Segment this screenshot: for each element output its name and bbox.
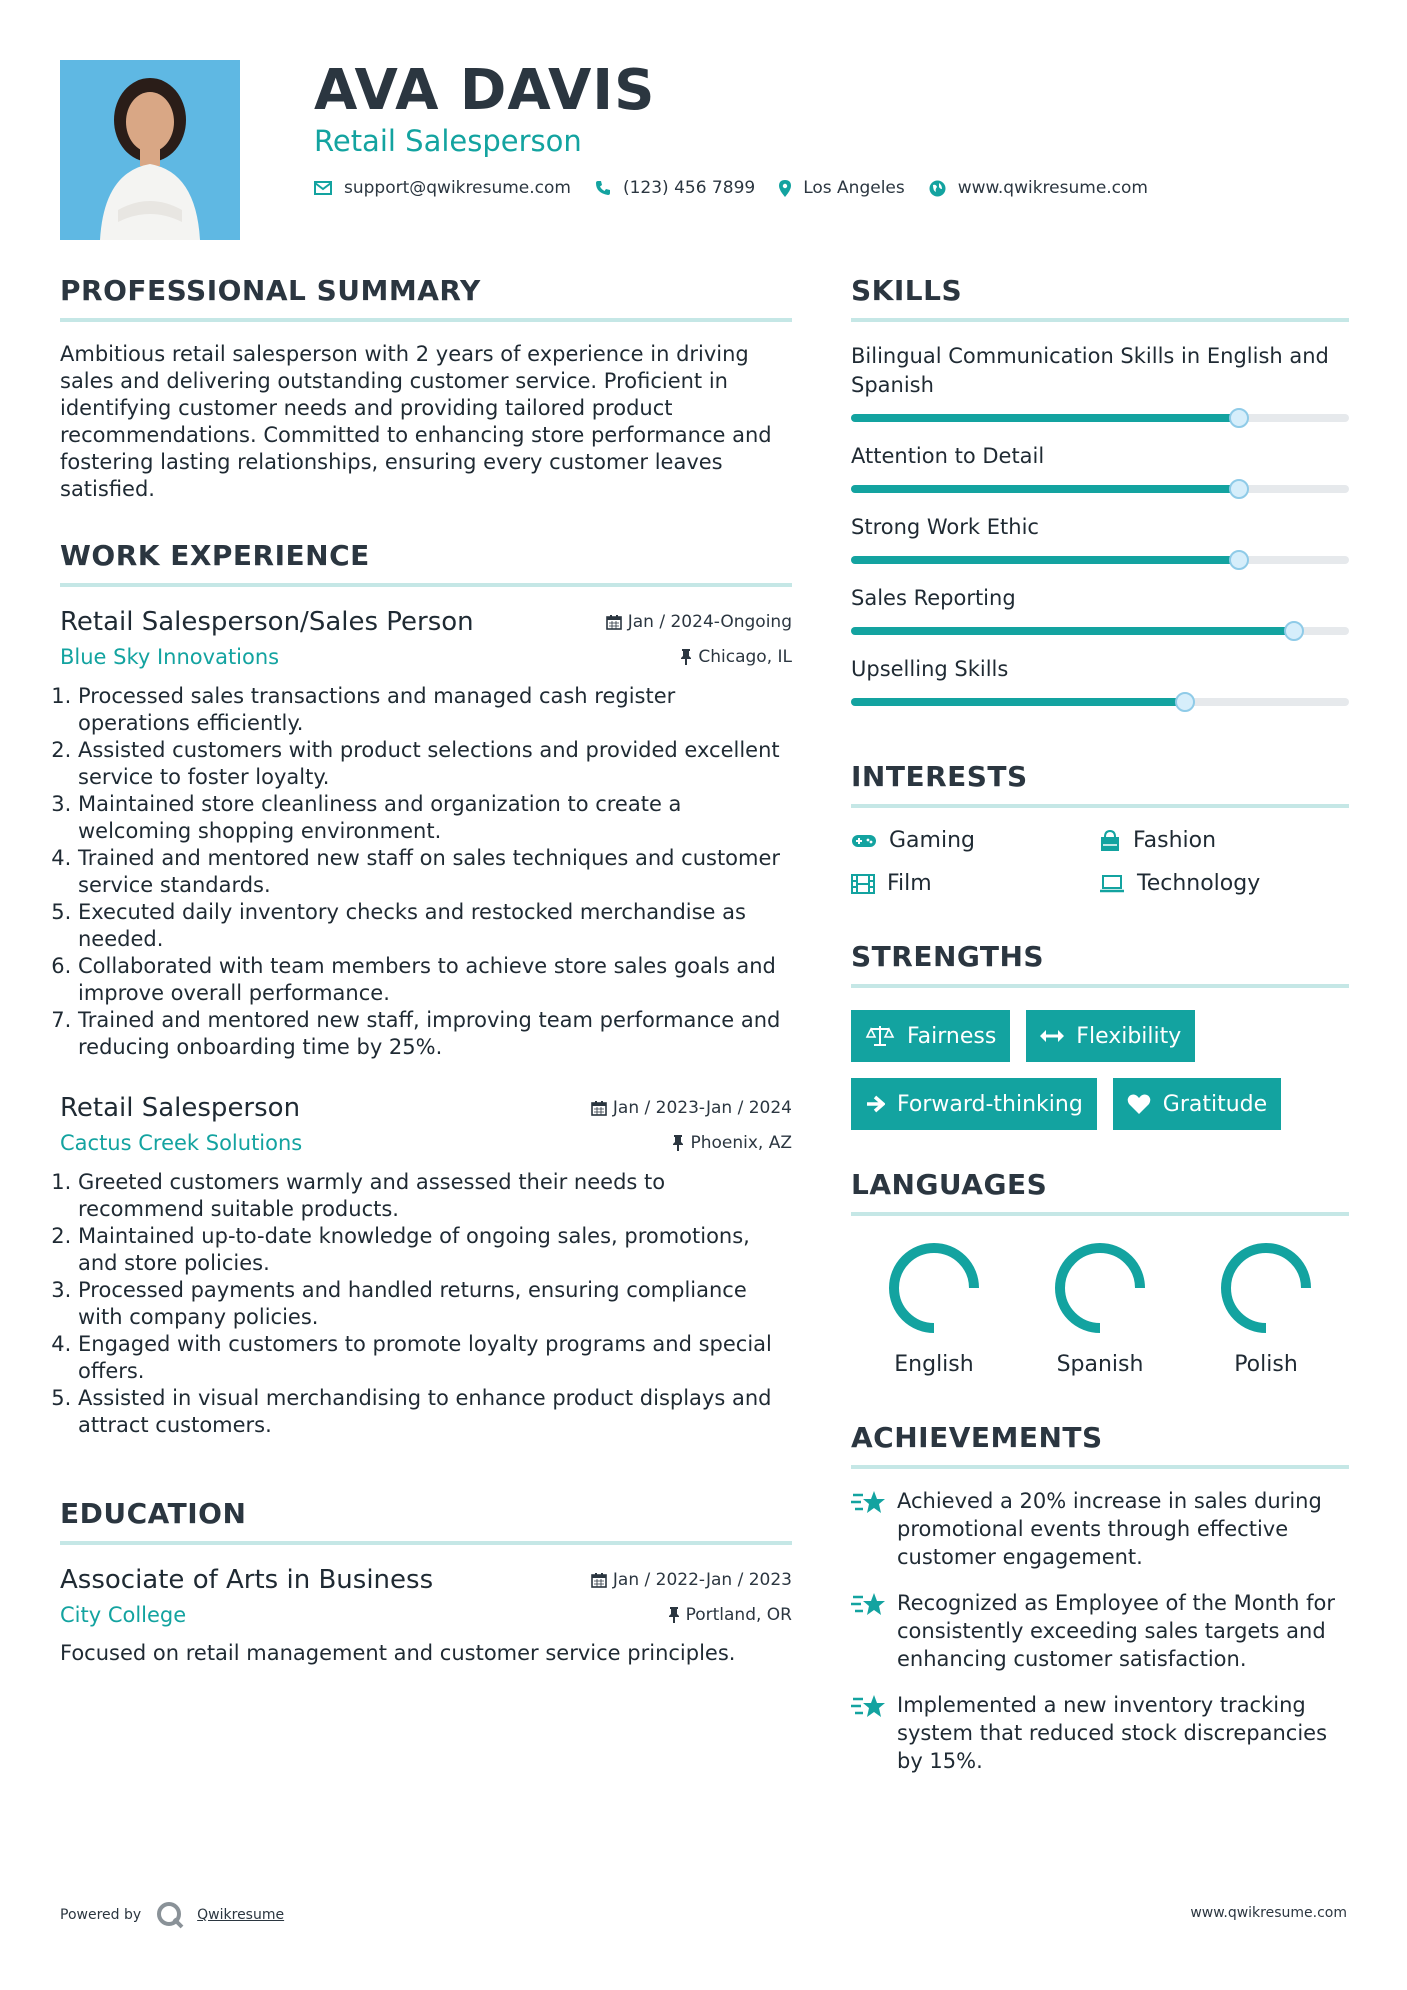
achievement-item [851, 1691, 1349, 1775]
duty-item: 5. Executed daily inventory checks and restocked merchandise as needed. [78, 899, 792, 953]
skill-fill [851, 627, 1294, 635]
achievement-text: Recognized as Employee of the Month for consistently exceeding sales targets and enhancing customer satisfaction. [897, 1591, 1335, 1671]
section-divider [851, 1212, 1349, 1216]
strength-label: Forward-thinking [897, 1091, 1083, 1117]
duty-item: 7. Trained and mentored new staff, improving team performance and reducing onboarding time by 25%. [78, 1007, 792, 1061]
language-name: Polish [1234, 1352, 1298, 1377]
job-location [672, 1133, 792, 1153]
qwikresume-logo-icon [155, 1900, 185, 1930]
strengths-section [851, 940, 1349, 1130]
education-description: Focused on retail management and customer service principles. [60, 1641, 736, 1665]
contact-email[interactable] [314, 178, 571, 198]
languages-section [851, 1168, 1349, 1377]
shooting-star-icon [851, 1489, 887, 1517]
powered-by-text: Powered by [60, 1907, 142, 1923]
duty-item: 6. Collaborated with team members to achieve store sales goals and improve overall performance. [78, 953, 792, 1007]
job-entry-1 [60, 607, 792, 1061]
skill-name: Sales Reporting [851, 586, 1016, 610]
duties-list [60, 1169, 792, 1439]
job-location [680, 647, 792, 667]
skills-section [851, 274, 1349, 706]
contact-phone[interactable] [595, 178, 755, 198]
globe-icon [929, 180, 946, 197]
skill-name: Bilingual Communication Skills in English and Spanish [851, 344, 1329, 397]
job-role: Retail Salesperson/Sales Person [60, 607, 474, 637]
degree-name: Associate of Arts in Business [60, 1565, 434, 1595]
language-name: Spanish [1056, 1352, 1144, 1377]
skill-bar [851, 698, 1349, 706]
pushpin-icon [672, 1135, 684, 1151]
summary-heading: PROFESSIONAL SUMMARY [60, 274, 481, 307]
experience-section [60, 539, 792, 1439]
phone-icon [595, 180, 611, 196]
achievement-item [851, 1487, 1349, 1571]
footer-powered-by [60, 1900, 284, 1930]
education-entry [60, 1565, 792, 1665]
language-level-arc [894, 1248, 974, 1328]
language-item [1017, 1238, 1183, 1377]
language-item [1183, 1238, 1349, 1377]
section-divider [851, 984, 1349, 988]
education-heading: EDUCATION [60, 1497, 247, 1530]
contact-location [779, 178, 905, 198]
skill-name: Attention to Detail [851, 444, 1045, 468]
experience-heading: WORK EXPERIENCE [60, 539, 370, 572]
gamepad-icon [851, 833, 877, 849]
skill-handle [1229, 550, 1249, 570]
laptop-icon [1099, 875, 1125, 893]
pushpin-icon [668, 1607, 680, 1623]
job-dates [606, 612, 792, 632]
duty-item: 2. Assisted customers with product selections and provided excellent service to foster loyalty. [78, 737, 792, 791]
candidate-title: Retail Salesperson [314, 124, 582, 158]
company-name: Cactus Creek Solutions [60, 1131, 303, 1155]
interest-item [1099, 871, 1347, 896]
shooting-star-icon [851, 1693, 887, 1721]
education-location-text: Portland, OR [685, 1605, 792, 1625]
skill-handle [1284, 621, 1304, 641]
duty-item: 3. Processed payments and handled returns, ensuring compliance with company policies. [78, 1277, 792, 1331]
education-section [60, 1497, 792, 1665]
achievement-text: Implemented a new inventory tracking system that reduced stock discrepancies by 15%. [897, 1693, 1328, 1773]
language-level-ring [884, 1238, 984, 1338]
skill-bar [851, 556, 1349, 564]
duty-item: 4. Engaged with customers to promote loyalty programs and special offers. [78, 1331, 792, 1385]
languages-heading: LANGUAGES [851, 1168, 1048, 1201]
education-location [668, 1605, 792, 1625]
duty-item: 1. Processed sales transactions and managed cash register operations efficiently. [78, 683, 792, 737]
summary-section [60, 274, 792, 503]
skill-fill [851, 556, 1239, 564]
skill-fill [851, 485, 1239, 493]
skill-item [851, 442, 1349, 493]
skill-item [851, 342, 1349, 422]
strength-chip [1026, 1010, 1195, 1062]
job-dates [591, 1098, 792, 1118]
skill-item [851, 513, 1349, 564]
school-name: City College [60, 1603, 187, 1627]
strength-chip [851, 1078, 1097, 1130]
calendar-icon [606, 614, 622, 630]
skill-name: Upselling Skills [851, 657, 1009, 681]
interest-label: Film [887, 871, 932, 896]
strengths-heading: STRENGTHS [851, 940, 1045, 973]
contact-bar [314, 178, 1172, 198]
brand-link[interactable]: Qwikresume [197, 1907, 285, 1923]
achievement-item [851, 1589, 1349, 1673]
contact-location-text: Los Angeles [803, 178, 905, 198]
language-level-ring [1216, 1238, 1316, 1338]
section-divider [60, 583, 792, 587]
job-location-text: Chicago, IL [698, 647, 792, 667]
achievement-text: Achieved a 20% increase in sales during promotional events through effective customer engagement. [897, 1489, 1322, 1569]
job-dates-text: Jan / 2023-Jan / 2024 [612, 1098, 792, 1118]
duty-item: 2. Maintained up-to-date knowledge of ongoing sales, promotions, and store policies. [78, 1223, 792, 1277]
language-name: English [894, 1352, 974, 1377]
interest-item [851, 871, 1099, 896]
arrows-horizontal-icon [1040, 1029, 1064, 1043]
interests-heading: INTERESTS [851, 760, 1028, 793]
strength-label: Gratitude [1162, 1091, 1268, 1117]
section-divider [60, 1541, 792, 1545]
section-divider [851, 804, 1349, 808]
skill-item [851, 655, 1349, 706]
duty-item: 5. Assisted in visual merchandising to enhance product displays and attract customers. [78, 1385, 792, 1439]
skill-fill [851, 414, 1239, 422]
contact-email-text: support@qwikresume.com [344, 178, 571, 198]
job-location-text: Phoenix, AZ [690, 1133, 792, 1153]
interest-label: Technology [1137, 871, 1261, 896]
pushpin-icon [680, 649, 692, 665]
profile-photo [60, 60, 240, 240]
language-item [851, 1238, 1017, 1377]
duty-item: 3. Maintained store cleanliness and organization to create a welcoming shopping environment. [78, 791, 792, 845]
interest-label: Fashion [1133, 828, 1217, 853]
duty-item: 4. Trained and mentored new staff on sales techniques and customer service standards. [78, 845, 792, 899]
skill-fill [851, 698, 1185, 706]
calendar-icon [591, 1100, 607, 1116]
summary-text: Ambitious retail salesperson with 2 years of experience in driving sales and delivering outstanding customer service. Proficient in identifying customer needs and providing tailored product recommendations. Committed to enhancing store performance and fostering lasting relationships, ensuring every customer leaves satisfied. [60, 342, 772, 501]
achievements-heading: ACHIEVEMENTS [851, 1421, 1103, 1454]
job-dates-text: Jan / 2024-Ongoing [627, 612, 792, 632]
skill-handle [1229, 408, 1249, 428]
education-dates [591, 1570, 792, 1590]
skill-bar [851, 414, 1349, 422]
strength-label: Fairness [907, 1023, 997, 1049]
interest-item [1099, 828, 1347, 853]
skill-handle [1229, 479, 1249, 499]
company-name: Blue Sky Innovations [60, 645, 280, 669]
skill-bar [851, 485, 1349, 493]
shooting-star-icon [851, 1591, 887, 1619]
candidate-name: AVA DAVIS [314, 58, 656, 123]
strength-chip [851, 1010, 1010, 1062]
section-divider [851, 1465, 1349, 1469]
skill-bar [851, 627, 1349, 635]
education-dates-text: Jan / 2022-Jan / 2023 [612, 1570, 792, 1590]
envelope-icon [314, 181, 332, 195]
calendar-icon [591, 1572, 607, 1588]
contact-website-text: www.qwikresume.com [957, 178, 1148, 198]
section-divider [60, 318, 792, 322]
contact-phone-text: (123) 456 7899 [622, 178, 756, 198]
shopping-bag-icon [1099, 830, 1121, 852]
heart-icon [1127, 1093, 1151, 1115]
achievements-section [851, 1421, 1349, 1775]
footer-website[interactable]: www.qwikresume.com [1190, 1905, 1347, 1921]
duties-list [60, 683, 792, 1061]
duty-item: 1. Greeted customers warmly and assessed their needs to recommend suitable products. [78, 1169, 792, 1223]
skill-item [851, 584, 1349, 635]
interests-section [851, 760, 1349, 896]
strength-label: Flexibility [1076, 1023, 1182, 1049]
section-divider [851, 318, 1349, 322]
film-icon [851, 874, 875, 894]
right-column [851, 274, 1349, 1775]
language-level-arc [1226, 1248, 1306, 1328]
map-pin-icon [779, 180, 791, 197]
contact-website[interactable] [929, 178, 1148, 198]
language-level-arc [1060, 1248, 1140, 1328]
interest-item [851, 828, 1099, 853]
skill-name: Strong Work Ethic [851, 515, 1039, 539]
language-level-ring [1050, 1238, 1150, 1338]
scale-icon [865, 1025, 895, 1047]
job-role: Retail Salesperson [60, 1093, 301, 1123]
left-column [60, 274, 792, 1665]
job-entry-2 [60, 1093, 792, 1439]
strength-chip [1113, 1078, 1281, 1130]
arrow-right-icon [865, 1095, 885, 1113]
skills-heading: SKILLS [851, 274, 963, 307]
skill-handle [1175, 692, 1195, 712]
interest-label: Gaming [889, 828, 975, 853]
